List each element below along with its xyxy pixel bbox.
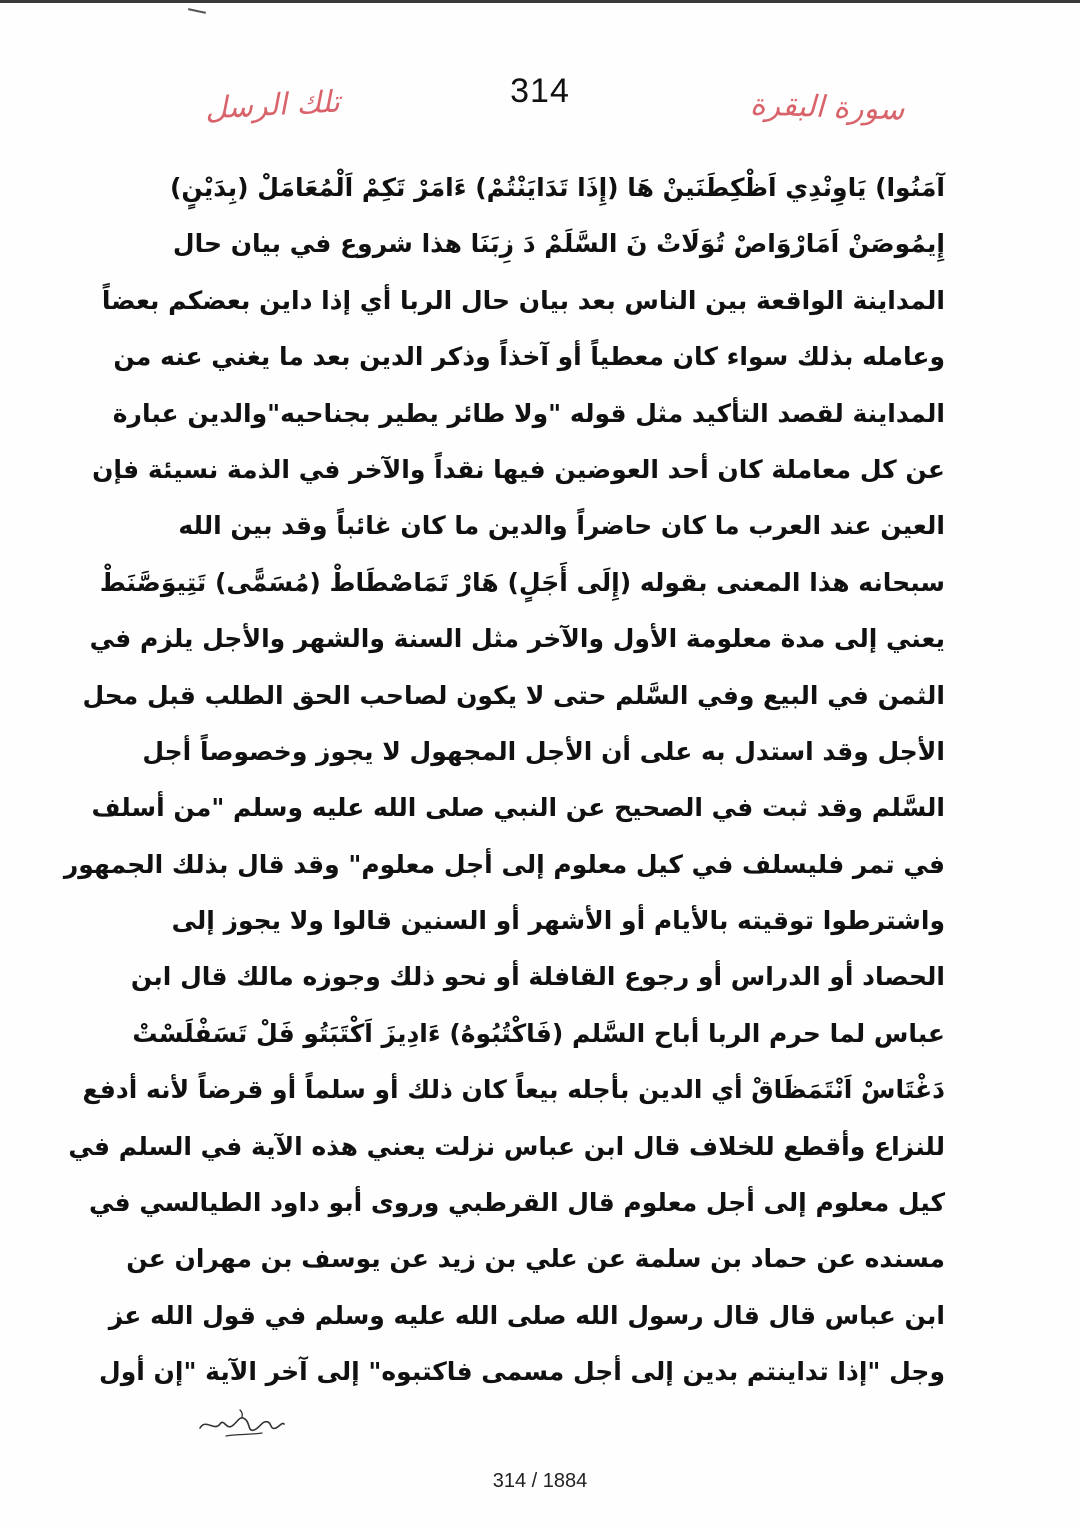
- text-line: كيل معلوم إلى أجل معلوم قال القرطبي وروى أبو داود الطيالسي في: [89, 1188, 945, 1218]
- margin-note-left: تلك الرسل: [204, 84, 341, 127]
- text-line: عن كل معاملة كان أحد العوضين فيها نقداً والآخر في الذمة نسيئة فإن: [92, 454, 945, 484]
- text-line: دَغْتَاسْ اَنْتَمَظَاقْ أي الدين بأجله بيعاً كان ذلك أو سلماً أو قرضاً لأنه أدفع: [82, 1075, 945, 1105]
- text-line: في تمر فليسلف في كيل معلوم إلى أجل معلوم" وقد قال بذلك الجمهور: [63, 849, 945, 879]
- text-line: السَّلم وقد ثبت في الصحيح عن النبي صلى الله عليه وسلم "من أسلف: [91, 793, 945, 823]
- page-top-border: [0, 0, 1080, 3]
- text-line: سبحانه هذا المعنى بقوله (إِلَى أَجَلٍ) هَارْ تَمَاصْطَاطْ (مُسَمًّى) تَتِيوَصَّنَطْ: [99, 567, 945, 597]
- page-number: 314: [510, 72, 570, 110]
- text-body: [63, 160, 945, 1401]
- margin-note-right: سورة البقرة: [749, 87, 905, 128]
- text-line: إِيمُوصَنْ اَمَارْوَاصْ تُوَلَاتْ نَ السَّلَمْ دَ زِبَنَا هذا شروع في بيان حال: [172, 229, 945, 259]
- text-line: عباس لما حرم الربا أباح السَّلم (فَاكْتُبُوهُ) ءَادِيزَ اَكْتَبَتُو فَلْ تَسَفْلَسْتْ: [132, 1018, 945, 1048]
- text-line: واشترطوا توقيته بالأيام أو الأشهر أو السنين قالوا ولا يجوز إلى: [171, 906, 945, 936]
- text-line: يعني إلى مدة معلومة الأول والآخر مثل السنة والشهر والأجل يلزم في: [89, 624, 945, 654]
- text-line: المداينة لقصد التأكيد مثل قوله "ولا طائر يطير بجناحيه"والدين عبارة: [112, 398, 945, 428]
- scan-mark: [188, 8, 206, 14]
- text-line: ابن عباس قال قال رسول الله صلى الله عليه وسلم في قول الله عز: [108, 1300, 945, 1330]
- text-line: العين عند العرب ما كان حاضراً والدين ما كان غائباً وقد بين الله: [178, 511, 945, 541]
- text-line: وعامله بذلك سواء كان معطياً أو آخذاً وذكر الدين بعد ما يغني عنه من: [113, 342, 945, 372]
- text-line: وجل "إذا تداينتم بدين إلى أجل مسمى فاكتبوه" إلى آخر الآية "إن أول: [99, 1357, 945, 1387]
- text-line: للنزاع وأقطع للخلاف قال ابن عباس نزلت يعني هذه الآية في السلم في: [68, 1131, 945, 1161]
- handwritten-signature: [196, 1402, 286, 1442]
- text-line: المداينة الواقعة بين الناس بعد بيان حال الربا أي إذا داين بعضكم بعضاً: [101, 285, 945, 315]
- text-line: آمَنُوا) يَاوِنْدِي اَظْكِطَنَينْ هَا (إِذَا تَدَايَنْتُمْ) ءَامَرْ تَكِمْ اَلْمُعَامَلْ (بِدَيْنٍ): [169, 173, 945, 202]
- page-counter: 314 / 1884: [492, 1470, 588, 1492]
- text-line: الأجل وقد استدل به على أن الأجل المجهول لا يجوز وخصوصاً أجل: [142, 736, 945, 766]
- text-line: الثمن في البيع وفي السَّلم حتى لا يكون لصاحب الحق الطلب قبل محل: [82, 680, 945, 710]
- text-line: الحصاد أو الدراس أو رجوع القافلة أو نحو ذلك وجوزه مالك قال ابن: [130, 962, 945, 992]
- text-line: مسنده عن حماد بن سلمة عن علي بن زيد عن يوسف بن مهران عن: [126, 1244, 945, 1274]
